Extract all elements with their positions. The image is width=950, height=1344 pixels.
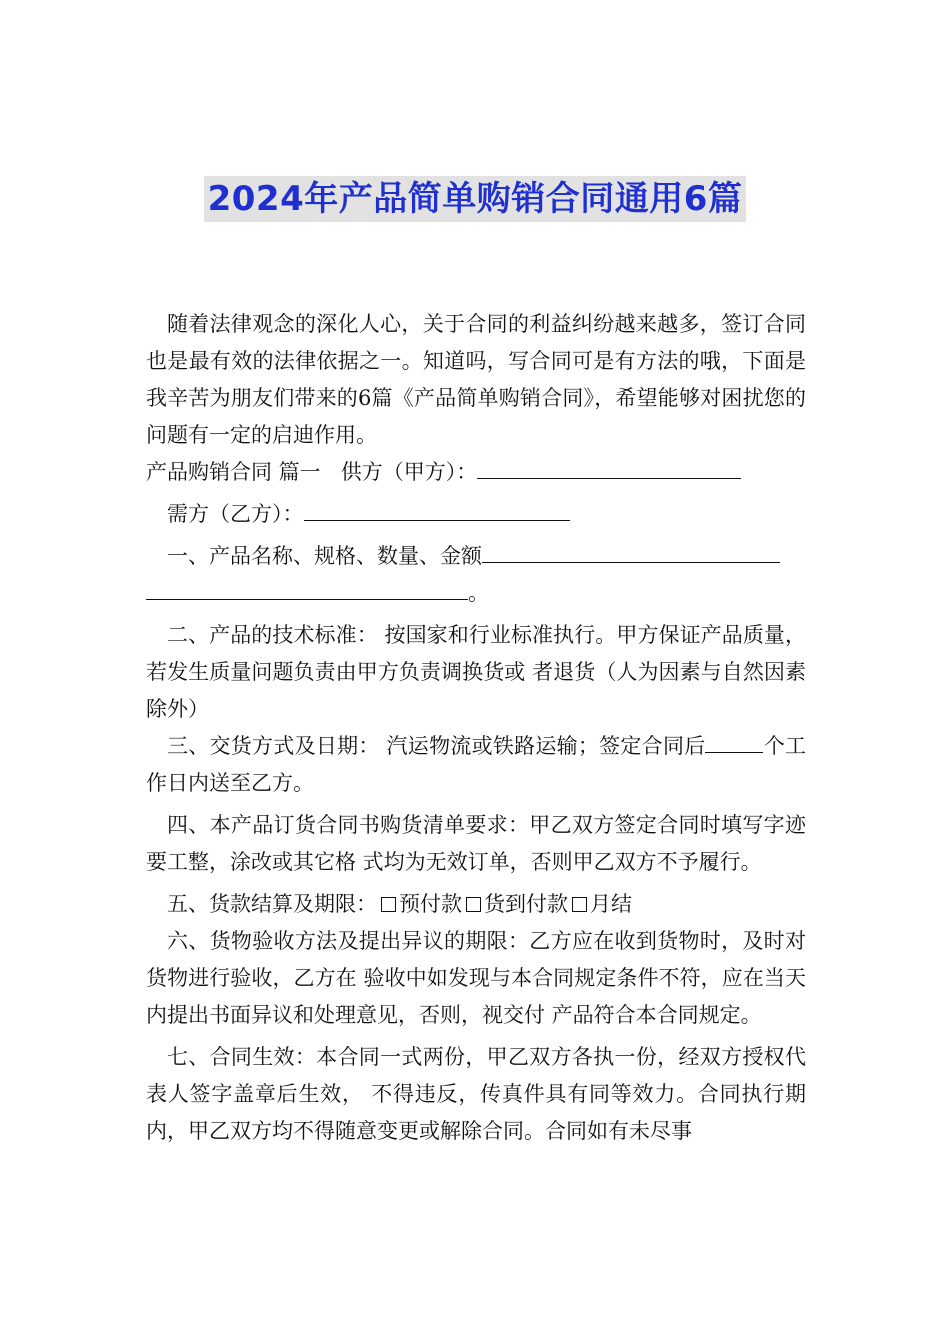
- option-cod: 货到付款: [484, 892, 568, 916]
- item-1-blank-2: [146, 577, 468, 600]
- item-6: 六、货物验收方法及提出异议的期限：乙方应在收到货物时，及时对货物进行验收，乙方在 验收中如发现与本合同规定条件不符，应在当天内提出书面异议和处理意见，否则，视交付 产品符合本合同规定。: [146, 929, 806, 1027]
- buyer-line: [146, 496, 806, 533]
- item-2: 二、产品的技术标准： 按国家和行业标准执行。甲方保证产品质量，若发生质量问题负责由甲方负责调换货或 者退货（人为因素与自然因素除外）: [146, 623, 806, 721]
- title-container: [0, 176, 950, 222]
- option-monthly: 月结: [590, 892, 632, 916]
- contract-heading-line: [146, 454, 806, 491]
- item-4: 四、本产品订货合同书购货清单要求：甲乙双方签定合同时填写字迹要工整，涂改或其它格 式均为无效订单，否则甲乙双方不予履行。: [146, 813, 806, 874]
- checkbox-monthly: [572, 897, 587, 912]
- checkbox-prepay: [381, 897, 396, 912]
- item-5: [146, 886, 806, 923]
- supplier-blank: [477, 456, 741, 479]
- option-prepay: 预付款: [399, 892, 462, 916]
- item-1-continued: [146, 575, 806, 612]
- item-5-label: 五、货款结算及期限：: [167, 892, 377, 916]
- item-1-end: 。: [468, 581, 489, 605]
- intro-line-2: 合同也是最有效的法律依据之一。知道吗，写合同可是有方法的哦，: [146, 312, 806, 373]
- intro-paragraph: [146, 306, 806, 454]
- checkbox-cod: [466, 897, 481, 912]
- intro-line-1: 随着法律观念的深化人心，关于合同的利益纠纷越来越多，签订: [167, 312, 764, 336]
- item-1: [146, 538, 806, 575]
- item-3-end: 个工作日内送至乙方。: [146, 734, 806, 795]
- item-3: [146, 728, 806, 802]
- item-7: 七、合同生效：本合同一式两份，甲乙双方各执一份，经双方授权代表人签字盖章后生效， 不得违反，传真件具有同等效力。合同执行期内，甲乙双方均不得随意变更或解除合同。合同如有未尽事: [146, 1045, 806, 1143]
- contract-heading: 产品购销合同 篇一: [146, 460, 321, 484]
- intro-line-4: 够对困扰您的问题有一定的启迪作用。: [146, 386, 807, 447]
- buyer-blank: [304, 498, 570, 521]
- item-3-label: 三、交货方式及日期： 汽运物流或铁路运输；签定合同后: [167, 734, 706, 758]
- document-body: [146, 306, 806, 1150]
- supplier-label: 供方（甲方）：: [340, 460, 478, 484]
- intro-line-3: 下面是我辛苦为朋友们带来的6篇《产品简单购销合同》，希望能: [146, 349, 807, 410]
- buyer-label: 需方（乙方）：: [167, 502, 304, 526]
- item-1-label: 一、产品名称、规格、数量、金额: [167, 544, 482, 568]
- item-1-blank: [482, 540, 780, 563]
- item-3-blank: [705, 730, 763, 753]
- document-title: 2024年产品简单购销合同通用6篇: [204, 176, 747, 222]
